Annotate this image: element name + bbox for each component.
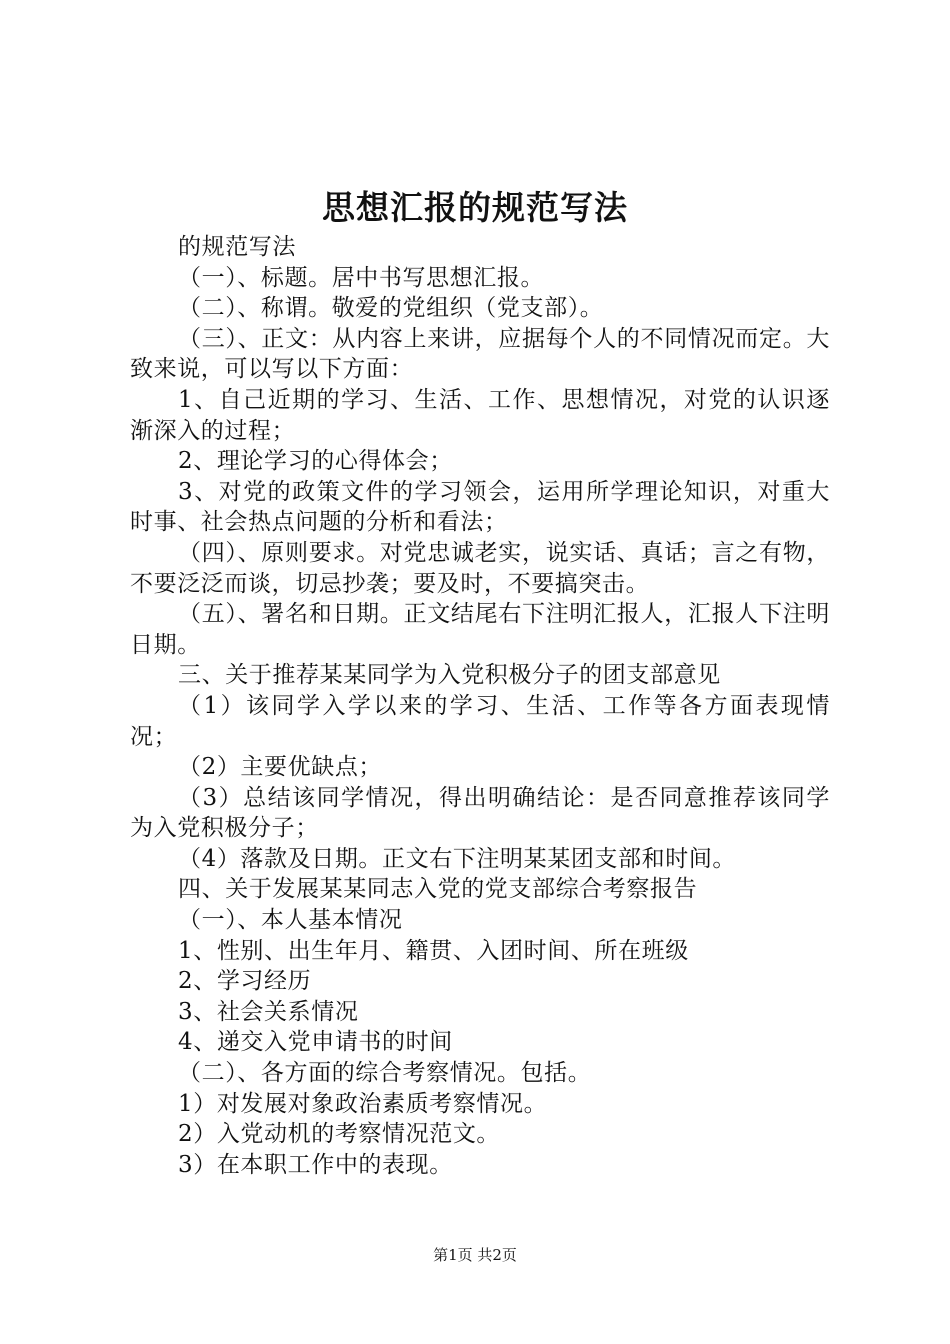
paragraph: 三、关于推荐某某同学为入党积极分子的团支部意见 xyxy=(178,662,721,689)
paragraph: 1、自己近期的学习、生活、工作、思想情况，对党的认识逐渐深入的过程； xyxy=(130,386,830,444)
paragraph: （二）、称谓。敬爱的党组织（党支部）。 xyxy=(178,295,604,322)
paragraph: 2）入党动机的考察情况范文。 xyxy=(178,1121,501,1148)
document-body xyxy=(130,232,830,1180)
paragraph: （一）、本人基本情况 xyxy=(178,907,403,934)
page-footer: 第1页 共2页 xyxy=(433,1246,517,1264)
paragraph: （2）主要优缺点； xyxy=(178,754,383,781)
paragraph: （4）落款及日期。正文右下注明某某团支部和时间。 xyxy=(178,845,737,872)
paragraph: （五）、署名和日期。正文结尾右下注明汇报人，汇报人下注明日期。 xyxy=(130,601,830,658)
paragraph: 的规范写法 xyxy=(178,234,296,260)
paragraph: 2、理论学习的心得体会； xyxy=(178,448,453,475)
paragraph: 2、学习经历 xyxy=(178,968,312,995)
paragraph: 3、对党的政策文件的学习领会，运用所学理论知识，对重大时事、社会热点问题的分析和看法； xyxy=(130,478,830,536)
paragraph: 1、性别、出生年月、籍贯、入团时间、所在班级 xyxy=(178,937,689,964)
paragraph: （3）总结该同学情况，得出明确结论：是否同意推荐该同学为入党积极分子； xyxy=(130,784,830,842)
paragraph: （四）、原则要求。对党忠诚老实，说实话、真话；言之有物，不要泛泛而谈，切忌抄袭；要及时，不要搞突击。 xyxy=(130,539,830,597)
paragraph: 四、关于发展某某同志入党的党支部综合考察报告 xyxy=(178,876,698,903)
paragraph: 1）对发展对象政治素质考察情况。 xyxy=(178,1090,548,1117)
paragraph: 3）在本职工作中的表现。 xyxy=(178,1151,453,1178)
paragraph: 4、递交入党申请书的时间 xyxy=(178,1029,453,1056)
document-title: 思想汇报的规范写法 xyxy=(322,188,628,227)
paragraph: 3、社会关系情况 xyxy=(178,998,359,1025)
paragraph: （三）、正文：从内容上来讲，应据每个人的不同情况而定。大致来说，可以写以下方面： xyxy=(130,325,830,383)
paragraph: （一）、标题。居中书写思想汇报。 xyxy=(178,264,545,291)
paragraph: （1）该同学入学以来的学习、生活、工作等各方面表现情况； xyxy=(130,692,830,750)
paragraph: （二）、各方面的综合考察情况。包括。 xyxy=(178,1060,592,1087)
